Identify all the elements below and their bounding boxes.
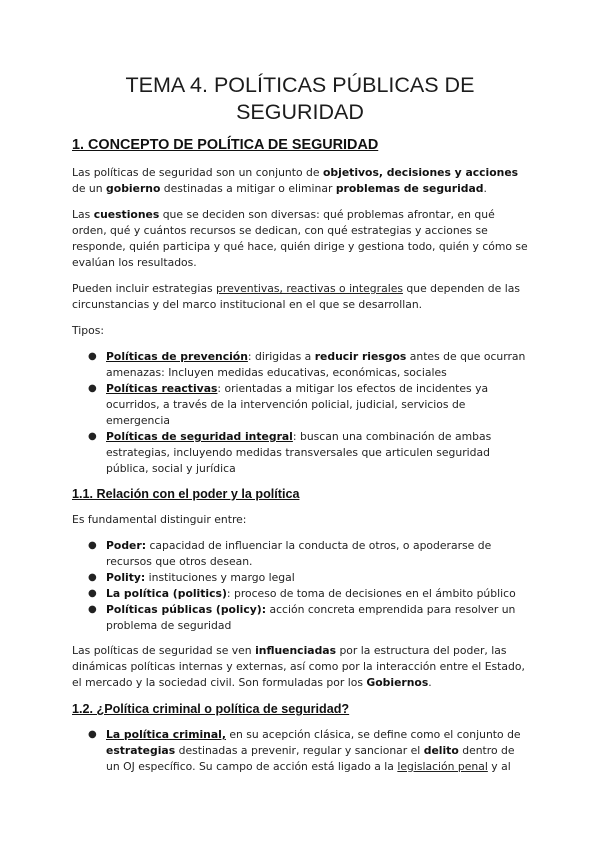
title-line-1: TEMA 4. POLÍTICAS PÚBLICAS DE [125, 73, 475, 97]
list-item: ● Polity: instituciones y margo legal [88, 571, 295, 584]
list-item: ● La política (politics): proceso de toma de decisiones en el ámbito público [88, 587, 516, 600]
title-line-2: SEGURIDAD [236, 100, 364, 124]
criminal-policy-list [72, 727, 528, 775]
bullet-icon: ● [88, 604, 97, 615]
bullet-icon: ● [88, 383, 97, 394]
policy-types-list [72, 349, 528, 477]
list-item: ● Políticas de prevención: dirigidas a reducir riesgos antes de que ocurran amenazas: Incluyen medidas educativas, económicas, sociales [88, 350, 526, 379]
list-item: ● Políticas de seguridad integral: buscan una combinación de ambas estrategias, incluyendo medidas transversales que articulen seguridad pública, social y jurídica [88, 430, 492, 475]
bullet-icon: ● [88, 540, 97, 551]
bullet-icon: ● [88, 431, 97, 442]
bullet-icon: ● [88, 572, 97, 583]
bullet-icon: ● [88, 729, 97, 740]
list-item: ● Políticas reactivas: orientadas a mitigar los efectos de incidentes ya ocurridos, a través de la intervención policial, judicial, servicios de emergencia [88, 382, 489, 427]
section-1-1-intro: Es fundamental distinguir entre: [72, 513, 247, 526]
section-1-2-heading: 1.2. ¿Política criminal o política de seguridad? [72, 702, 350, 716]
list-item: ● La política criminal, en su acepción clásica, se define como el conjunto de estrategias destinadas a prevenir, regular y sancionar el delito dentro de un OJ específico. Su campo de acción está ligado a la legislación penal y al [88, 728, 521, 773]
types-label: Tipos: [72, 324, 104, 337]
bullet-icon: ● [88, 351, 97, 362]
power-concepts-list [72, 538, 528, 634]
list-item: ● Políticas públicas (policy): acción concreta emprendida para resolver un problema de seguridad [88, 603, 516, 632]
bullet-icon: ● [88, 588, 97, 599]
section-1-paragraph-2: Las cuestiones que se deciden son diversas: qué problemas afrontar, en qué orden, qué y cuántos recursos se dedican, con qué estrategias y acciones se responde, quién participa y qué hace, quién dirige y gestiona todo, quién y cómo se evalúan los resultados. [72, 208, 528, 269]
section-1-paragraph-3: Pueden incluir estrategias preventivas, reactivas o integrales que dependen de las circunstancias y del marco institucional en el que se desarrollan. [72, 282, 520, 311]
section-1-heading: 1. CONCEPTO DE POLÍTICA DE SEGURIDAD [72, 137, 379, 153]
list-item: ● Poder: capacidad de influenciar la conducta de otros, o apoderarse de recursos que otros desean. [88, 539, 492, 568]
section-1-paragraph-1: Las políticas de seguridad son un conjunto de objetivos, decisiones y acciones de un gobierno destinadas a mitigar o eliminar problemas de seguridad. [72, 166, 519, 195]
section-1-1-heading: 1.1. Relación con el poder y la política [72, 487, 300, 501]
section-1-1-paragraph: Las políticas de seguridad se ven influenciadas por la estructura del poder, las dinámicas políticas internas y externas, así como por la interacción entre el Estado, el mercado y la sociedad civil. Son formuladas por los Gobiernos. [72, 644, 525, 689]
page-title [72, 72, 528, 126]
